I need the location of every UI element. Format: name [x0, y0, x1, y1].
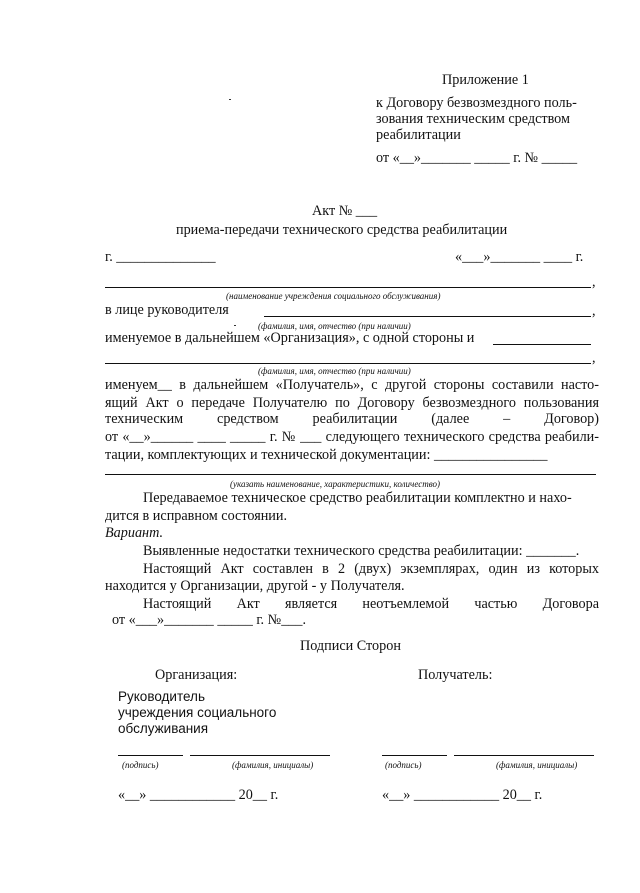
p1-word-rehab: реабилитации [312, 411, 398, 427]
p4-word-act: Акт [236, 596, 260, 612]
city-field: г. ______________ [105, 249, 216, 265]
act-date-field: «___»_______ ____ г. [455, 249, 584, 265]
org-name-initials-line [190, 755, 330, 756]
recipient-signature-line [382, 755, 447, 756]
recipient-fio-caption: (фамилия, имя, отчество (при наличии) [258, 366, 411, 376]
p4-word-part: частью [474, 596, 518, 612]
signatures-heading: Подписи Сторон [300, 638, 401, 654]
in-person-label: в лице руководителя [105, 302, 229, 318]
variant-label: Вариант. [105, 525, 164, 541]
org-head-line-2: учреждения социального [118, 705, 277, 720]
p4-word-contract: Договора [542, 596, 600, 612]
recipient-label: Получатель: [418, 667, 493, 683]
scan-speck [229, 99, 231, 100]
act-title: Акт № ___ [312, 203, 378, 219]
org-name-caption: (наименование учреждения социального обслуживания) [226, 291, 441, 301]
item-description-line [105, 474, 596, 475]
paragraph-1-line-1: именуем__ в дальнейшем «Получатель», с другой стороны составили насто- [105, 377, 599, 393]
organization-label: Организация: [155, 667, 238, 683]
act-subtitle: приема-передачи технического средства реабилитации [176, 222, 508, 238]
director-name-comma: , [592, 303, 596, 319]
p1-word-contract: Договор) [544, 411, 600, 427]
item-description-caption: (указать наименование, характеристики, количество) [230, 479, 440, 489]
p1-word-technical: техническим [105, 411, 184, 427]
paragraph-2-line-1: Передаваемое техническое средство реабилитации комплектно и нахо- [143, 490, 572, 506]
org-signature-line [118, 755, 183, 756]
p4-word-integral: неотъемлемой [362, 596, 450, 612]
recipient-name-initials-line [454, 755, 594, 756]
reference-line-3: реабилитации [376, 127, 461, 143]
p1-word-hereinafter: (далее [431, 411, 470, 427]
p4-word-this: Настоящий [143, 596, 212, 612]
recipient-intro-line [493, 344, 591, 345]
reference-line-2: зования техническим средством [376, 111, 570, 127]
paragraph-4-line-1 [143, 596, 599, 613]
paragraph-4-line-2: от «___»_______ _____ г. №___. [112, 612, 307, 628]
defects-line: Выявленные недостатки технического средства реабилитации: _______. [143, 543, 580, 559]
paragraph-1-line-3 [105, 411, 599, 428]
org-name-line [105, 287, 591, 288]
paragraph-1-line-5: тации, комплектующих и технической документации: ________________ [105, 447, 548, 463]
director-fio-caption: (фамилия, имя, отчество (при наличии) [258, 321, 411, 331]
paragraph-1-line-4: от «__»______ ____ _____ г. № ___ следующего технического средства реабили- [105, 429, 599, 445]
paragraph-2-line-2: дится в исправном состоянии. [105, 508, 288, 524]
scan-speck [234, 325, 236, 326]
recipient-name-line [105, 363, 591, 364]
reference-date-line: от «__»_______ _____ г. № _____ [376, 150, 578, 166]
paragraph-3-line-2: находится у Организации, другой - у Получателя. [105, 578, 405, 594]
named-organization-text: именуемое в дальнейшем «Организация», с одной стороны и [105, 330, 475, 346]
recipient-name-comma: , [592, 350, 596, 366]
director-name-line [264, 316, 591, 317]
org-name-comma: , [592, 274, 596, 290]
p1-word-means: средством [217, 411, 279, 427]
recipient-signature-caption: (подпись) [385, 760, 422, 770]
paragraph-3-line-1: Настоящий Акт составлен в 2 (двух) экземплярах, один из которых [143, 561, 599, 577]
org-sign-date: «__» ____________ 20__ г. [118, 787, 279, 803]
org-head-line-1: Руководитель [118, 689, 205, 704]
recipient-name-initials-caption: (фамилия, инициалы) [496, 760, 578, 770]
paragraph-1-line-2: ящий Акт о передаче Получателю по Договору безвозмездного пользования [105, 395, 599, 411]
reference-line-1: к Договору безвозмездного поль- [376, 95, 577, 111]
p4-word-is: является [285, 596, 338, 612]
appendix-label: Приложение 1 [442, 72, 529, 88]
org-head-line-3: обслуживания [118, 721, 209, 736]
org-name-initials-caption: (фамилия, инициалы) [232, 760, 314, 770]
p1-dash: – [503, 411, 511, 427]
recipient-sign-date: «__» ____________ 20__ г. [382, 787, 543, 803]
org-signature-caption: (подпись) [122, 760, 159, 770]
